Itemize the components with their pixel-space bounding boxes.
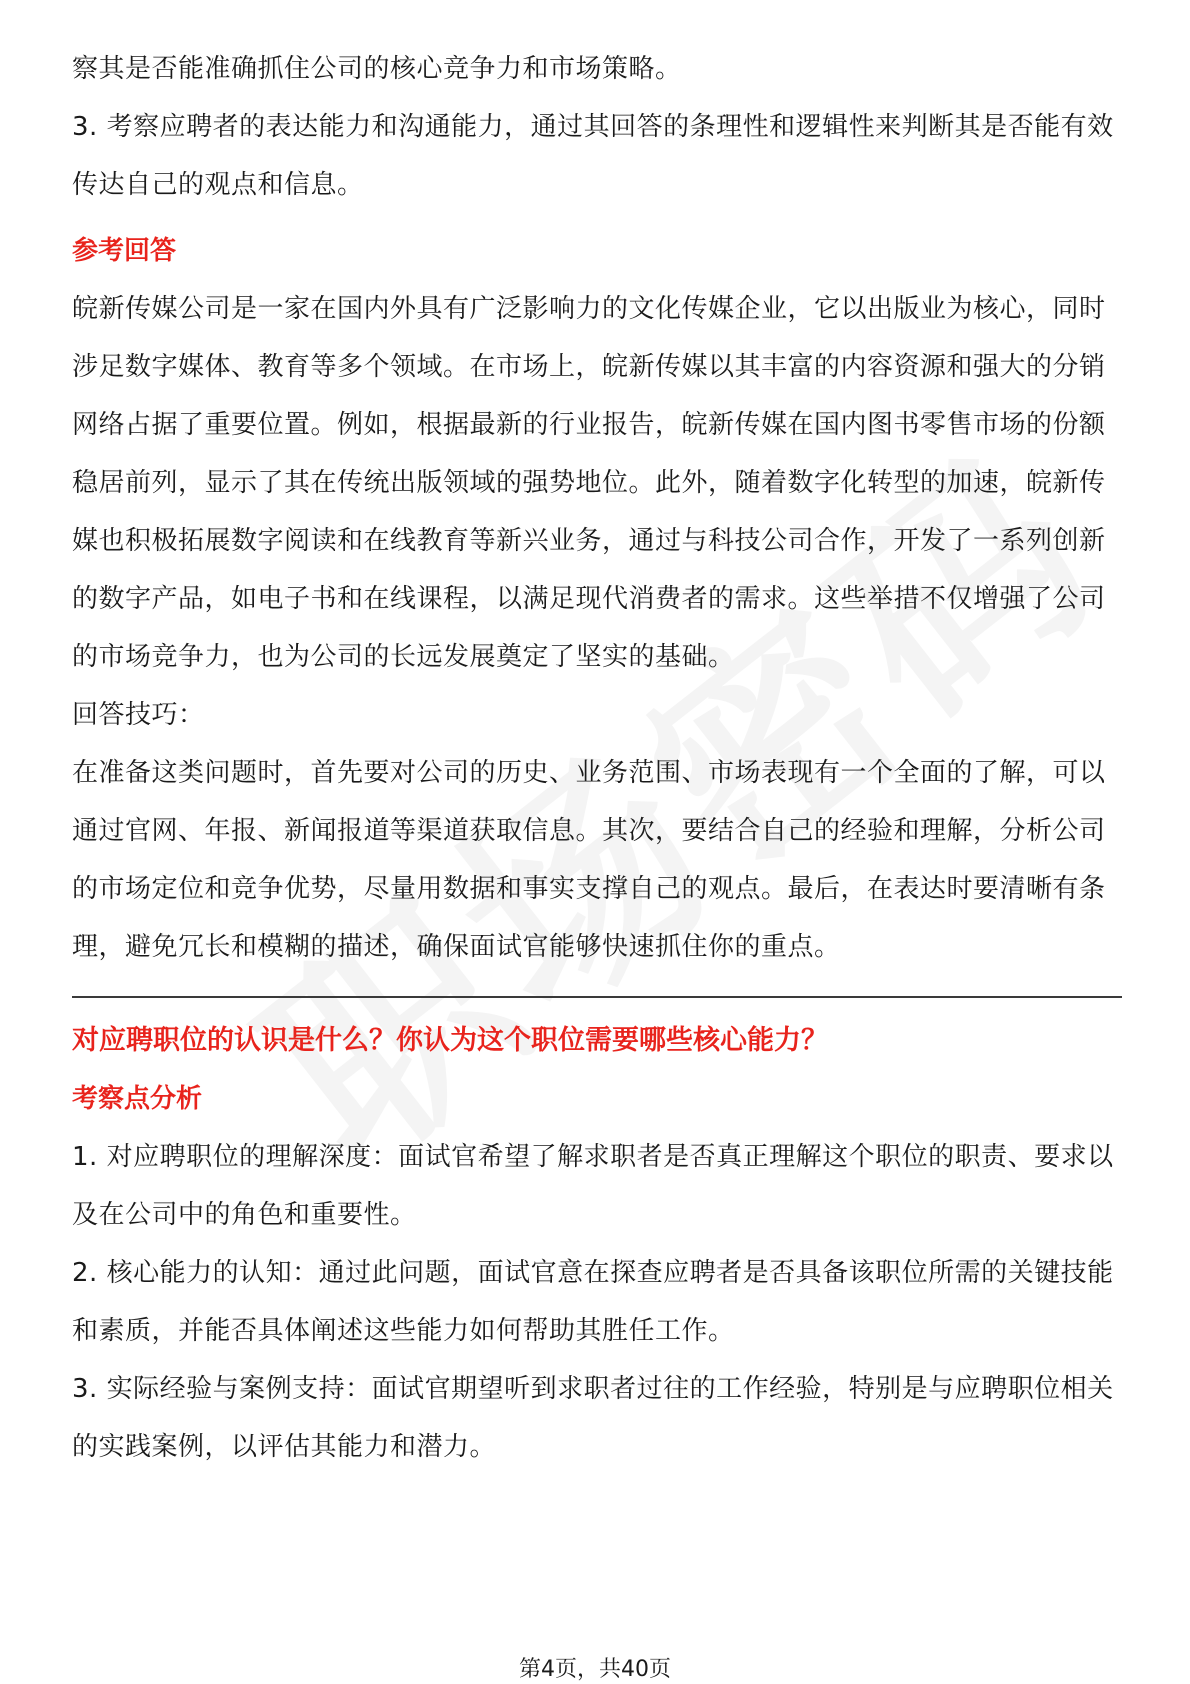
analysis-point-3: 3. 实际经验与案例支持：面试官期望听到求职者过往的工作经验，特别是与应聘职位相关的实践案例，以评估其能力和潜力。: [72, 1374, 1114, 1462]
document-page: [72, 40, 1122, 1476]
question-title: 对应聘职位的认识是什么？你认为这个职位需要哪些核心能力？: [72, 1025, 828, 1056]
tips-body: 在准备这类问题时，首先要对公司的历史、业务范围、市场表现有一个全面的了解，可以通过官网、年报、新闻报道等渠道获取信息。其次，要结合自己的经验和理解，分析公司的市场定位和竞争优势，尽量用数据和事实支撑自己的观点。最后，在表达时要清晰有条理，避免冗长和模糊的描述，确保面试官能够快速抓住你的重点。: [72, 758, 1106, 962]
analysis-point-1: 1. 对应聘职位的理解深度：面试官希望了解求职者是否真正理解这个职位的职责、要求以及在公司中的角色和重要性。: [72, 1142, 1114, 1230]
page-footer: 第4页，共40页: [519, 1657, 671, 1682]
tips-label: 回答技巧：: [72, 700, 205, 730]
reference-answer-body: 皖新传媒公司是一家在国内外具有广泛影响力的文化传媒企业，它以出版业为核心，同时涉足数字媒体、教育等多个领域。在市场上，皖新传媒以其丰富的内容资源和强大的分销网络占据了重要位置。例如，根据最新的行业报告，皖新传媒在国内图书零售市场的份额稳居前列，显示了其在传统出版领域的强势地位。此外，随着数字化转型的加速，皖新传媒也积极拓展数字阅读和在线教育等新兴业务，通过与科技公司合作，开发了一系列创新的数字产品，如电子书和在线课程，以满足现代消费者的需求。这些举措不仅增强了公司的市场竞争力，也为公司的长远发展奠定了坚实的基础。: [72, 294, 1106, 672]
analysis-heading: 考察点分析: [72, 1084, 203, 1114]
section-divider: [72, 996, 1122, 998]
paragraph-continued: 察其是否能准确抓住公司的核心竞争力和市场策略。: [72, 54, 682, 84]
reference-answer-heading: 参考回答: [72, 236, 177, 266]
paragraph-point-3: 3. 考察应聘者的表达能力和沟通能力，通过其回答的条理性和逻辑性来判断其是否能有效传达自己的观点和信息。: [72, 112, 1114, 200]
analysis-point-2: 2. 核心能力的认知：通过此问题，面试官意在探查应聘者是否具备该职位所需的关键技能和素质，并能否具体阐述这些能力如何帮助其胜任工作。: [72, 1258, 1114, 1346]
